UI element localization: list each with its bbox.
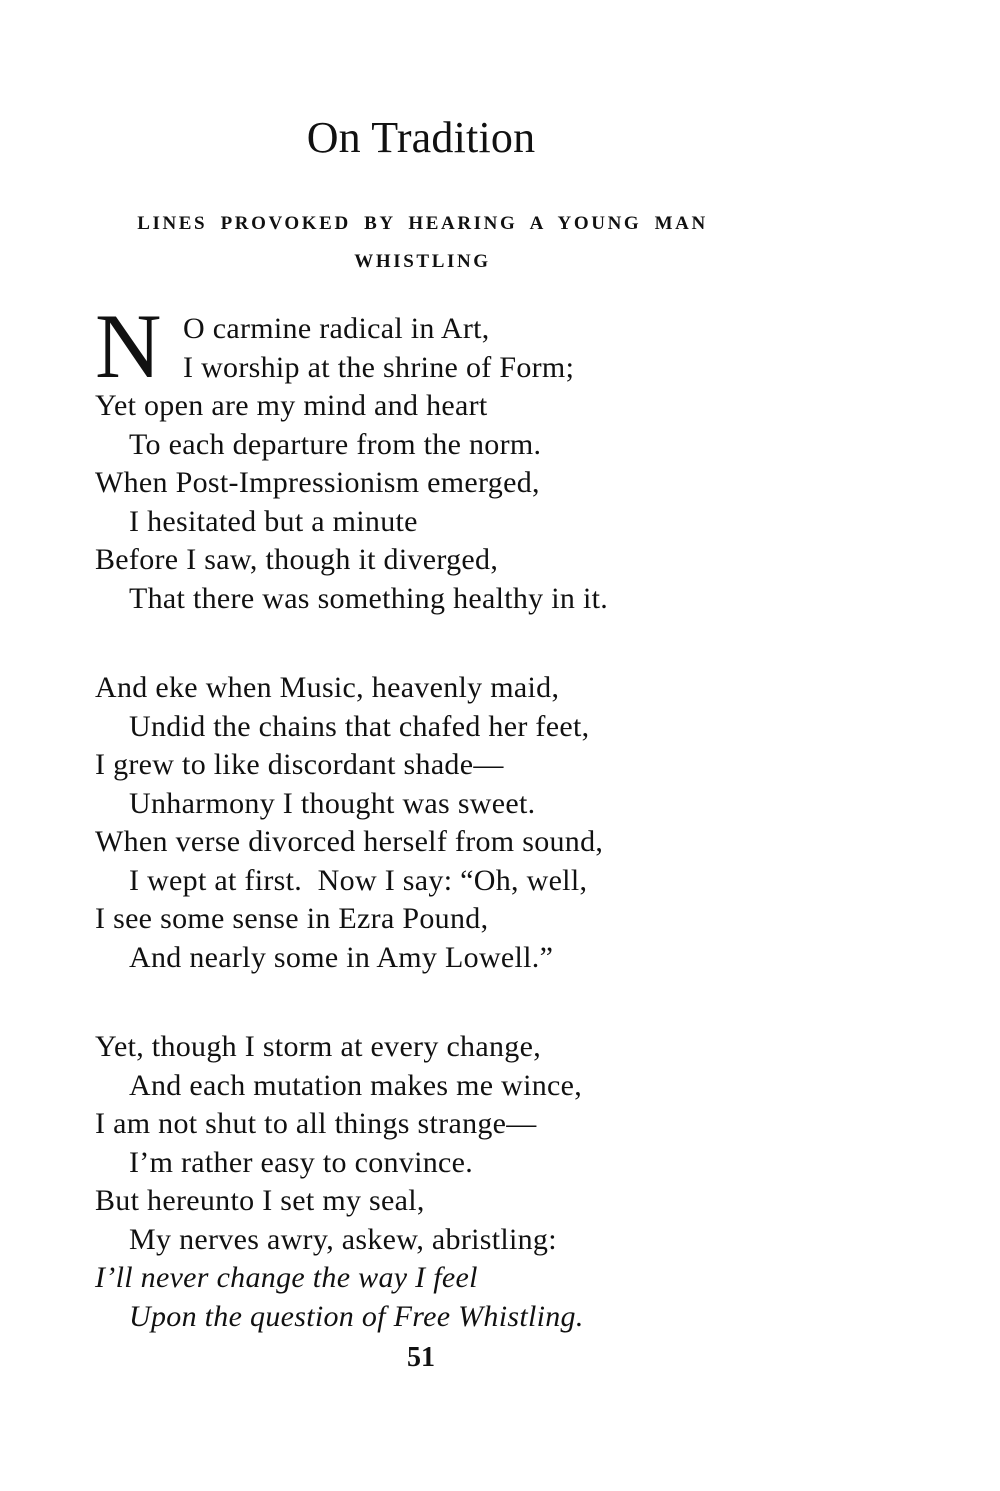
poem-line: I grew to like discordant shade— [95, 748, 504, 781]
poem-subtitle: LINES PROVOKED BY HEARING A YOUNG MAN WHISTLING [137, 213, 708, 272]
stanza-gap [95, 977, 795, 1028]
poem-line: I see some sense in Ezra Pound, [95, 902, 489, 935]
poem-title: On Tradition [306, 113, 536, 162]
poem-line: When Post-Impressionism emerged, [95, 466, 540, 499]
stanza-1 [95, 310, 795, 618]
poem-line: And eke when Music, heavenly maid, [95, 671, 560, 704]
stanza-2 [95, 669, 795, 977]
poem-line: Unharmony I thought was sweet. [129, 786, 536, 820]
poem-line: Yet, though I storm at every change, [95, 1030, 541, 1063]
poem-line: I worship at the shrine of Form; [183, 350, 575, 384]
poem-line: I hesitated but a minute [129, 504, 418, 538]
drop-cap: N [95, 295, 162, 397]
poem-line: I wept at first. Now I say: “Oh, well, [129, 863, 588, 897]
poem-line: I’m rather easy to convince. [129, 1145, 474, 1179]
page-number: 51 [407, 1342, 435, 1373]
poem-line: I am not shut to all things strange— [95, 1107, 537, 1140]
poem-line: Yet open are my mind and heart [95, 389, 488, 422]
poem-line: And each mutation makes me wince, [129, 1068, 583, 1102]
poem-line: To each departure from the norm. [129, 427, 542, 461]
stanza-gap [95, 618, 795, 669]
stanza-3 [95, 1028, 795, 1336]
poem-line: O carmine radical in Art, [183, 312, 490, 345]
poem-body [95, 310, 795, 1336]
poem-line-italic: I’ll never change the way I feel [95, 1261, 478, 1294]
poem-line: When verse divorced herself from sound, [95, 825, 604, 858]
poem-line: Before I saw, though it diverged, [95, 543, 499, 576]
poem-line: My nerves awry, askew, abristling: [129, 1222, 557, 1256]
poem-line: That there was something healthy in it. [129, 581, 609, 615]
poem-line: Undid the chains that chafed her feet, [129, 709, 590, 743]
poem-line: But hereunto I set my seal, [95, 1184, 425, 1217]
poem-line-italic: Upon the question of Free Whistling. [129, 1299, 584, 1333]
poem-line: And nearly some in Amy Lowell.” [129, 940, 554, 974]
